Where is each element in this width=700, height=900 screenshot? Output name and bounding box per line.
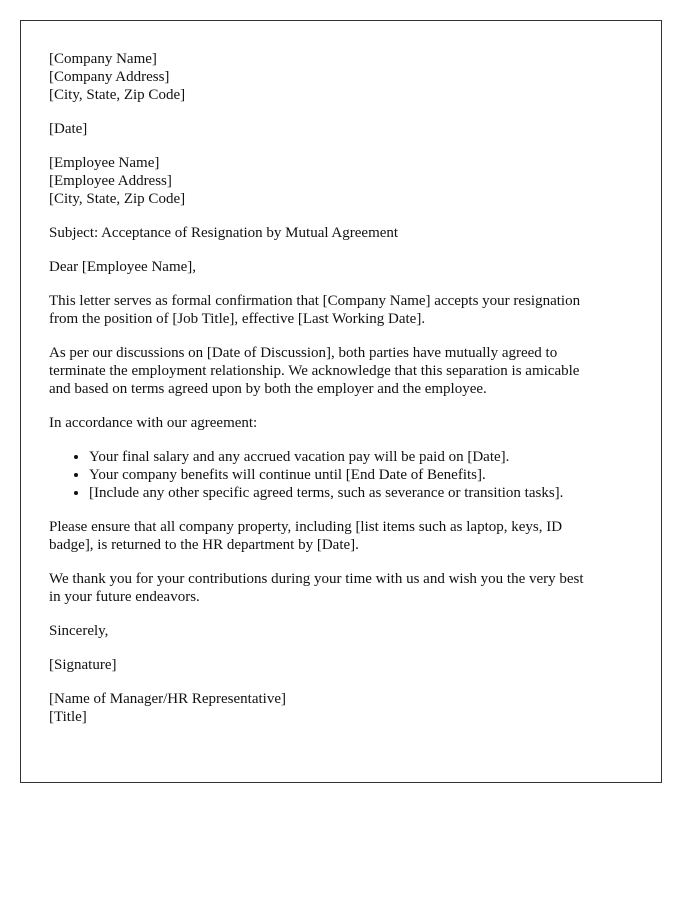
text-line: from the position of [Job Title], effective [Last Working Date].	[49, 311, 426, 327]
sender-address	[49, 50, 632, 104]
text-line: in your future endeavors.	[49, 589, 200, 605]
sender-line: [City, State, Zip Code]	[49, 87, 186, 103]
signer-block	[49, 690, 632, 726]
paragraph-agreement	[49, 344, 632, 398]
text-line: terminate the employment relationship. We acknowledge that this separation is amicable	[49, 363, 580, 379]
text-line: As per our discussions on [Date of Discussion], both parties have mutually agreed to	[49, 345, 558, 361]
text-line: badge], is returned to the HR department by [Date].	[49, 537, 359, 553]
recipient-line: [Employee Name]	[49, 155, 160, 171]
text-line: This letter serves as formal confirmation that [Company Name] accepts your resignation	[49, 293, 581, 309]
list-item: • [Include any other specific agreed terms, such as severance or transition tasks].	[89, 484, 632, 502]
signer-title: [Title]	[49, 709, 87, 725]
letter	[20, 20, 662, 783]
paragraph-terms-intro: In accordance with our agreement:	[49, 415, 258, 431]
recipient-line: [City, State, Zip Code]	[49, 191, 186, 207]
sender-line: [Company Name]	[49, 51, 157, 67]
closing: Sincerely,	[49, 623, 109, 639]
text-line: Please ensure that all company property, including [list items such as laptop, keys, ID	[49, 519, 563, 535]
sender-line: [Company Address]	[49, 69, 170, 85]
letter-date: [Date]	[49, 121, 88, 137]
recipient-address	[49, 154, 632, 208]
subject-line: Subject: Acceptance of Resignation by Mutual Agreement	[49, 225, 399, 241]
text-line: and based on terms agreed upon by both the employer and the employee.	[49, 381, 487, 397]
terms-list	[49, 448, 632, 502]
paragraph-confirmation	[49, 292, 632, 328]
salutation: Dear [Employee Name],	[49, 259, 197, 275]
paragraph-property	[49, 518, 632, 554]
recipient-line: [Employee Address]	[49, 173, 172, 189]
list-item: • Your company benefits will continue until [End Date of Benefits].	[89, 466, 632, 484]
signer-name: [Name of Manager/HR Representative]	[49, 691, 286, 707]
paragraph-thanks	[49, 570, 632, 606]
signature: [Signature]	[49, 657, 117, 673]
list-item: • Your final salary and any accrued vacation pay will be paid on [Date].	[89, 448, 632, 466]
text-line: We thank you for your contributions during your time with us and wish you the very best	[49, 571, 584, 587]
